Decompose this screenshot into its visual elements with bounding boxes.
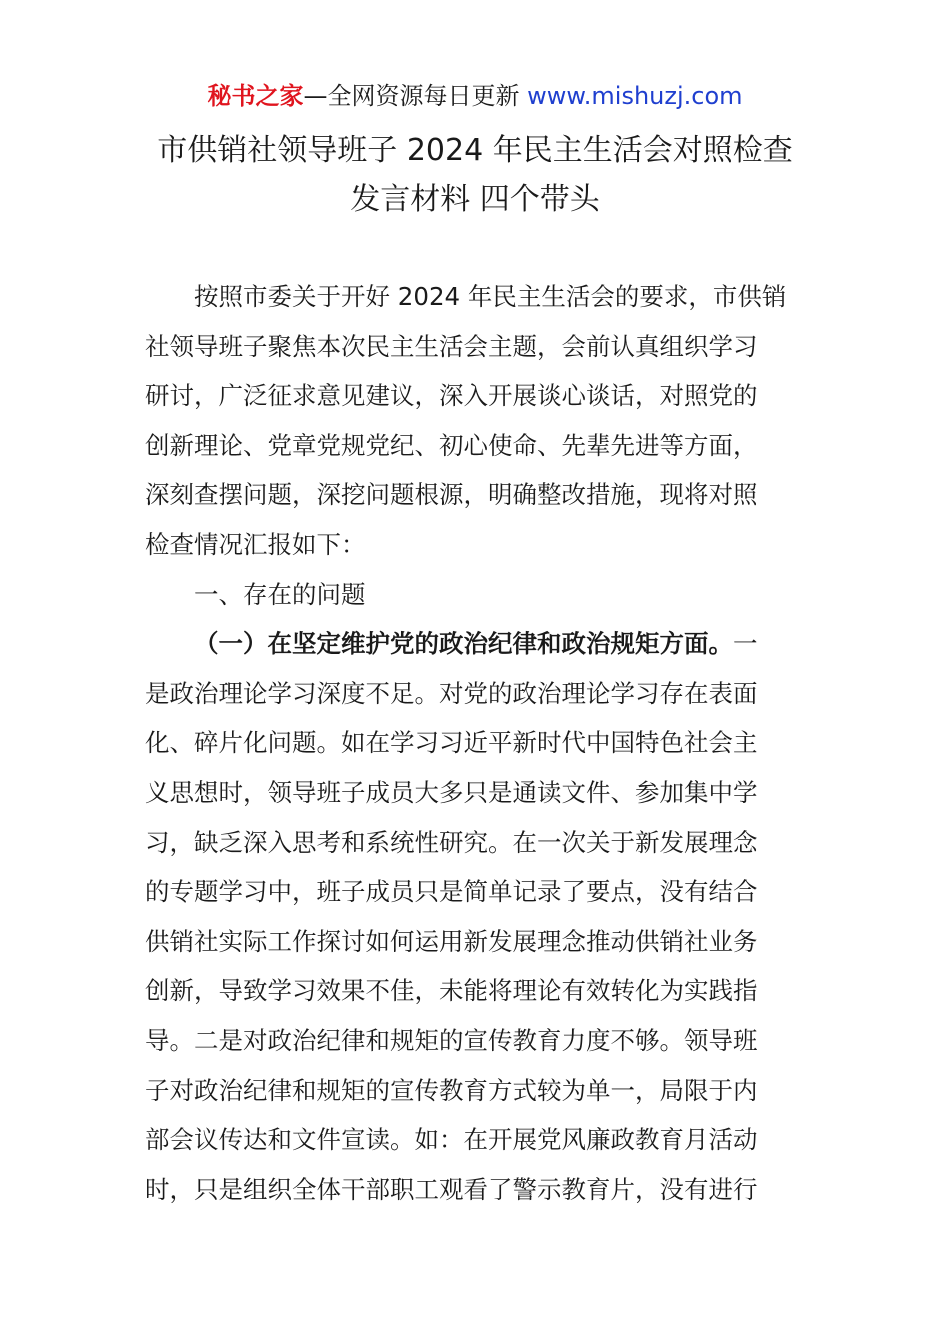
paragraph-line: 创新，导致学习效果不佳，未能将理论有效转化为实践指 bbox=[145, 976, 758, 1006]
document-title-line-1: 市供销社领导班子 2024 年民主生活会对照检查 bbox=[157, 133, 793, 168]
paragraph-line: 时，只是组织全体干部职工观看了警示教育片，没有进行 bbox=[145, 1174, 758, 1204]
paragraph-line: 义思想时，领导班子成员大多只是通读文件、参加集中学 bbox=[145, 777, 758, 807]
intro-line: 按照市委关于开好 2024 年民主生活会的要求，市供销 bbox=[194, 282, 787, 311]
site-header bbox=[0, 78, 950, 114]
intro-line: 创新理论、党章党规党纪、初心使命、先辈先进等方面， bbox=[145, 430, 758, 460]
intro-line: 深刻查摆问题，深挖问题根源，明确整改措施，现将对照 bbox=[145, 480, 758, 510]
subsection-heading-line bbox=[145, 619, 807, 669]
paragraph-line: 子对政治纪律和规矩的宣传教育方式较为单一，局限于内 bbox=[145, 1075, 758, 1105]
paragraph-line: 化、碎片化问题。如在学习习近平新时代中国特色社会主 bbox=[145, 728, 758, 758]
subsection-heading: （一）在坚定维护党的政治纪律和政治规矩方面。 bbox=[194, 629, 733, 659]
intro-line: 检查情况汇报如下： bbox=[145, 529, 366, 559]
document-title bbox=[0, 126, 950, 224]
document-body bbox=[145, 272, 807, 1214]
section-heading: 一、存在的问题 bbox=[194, 579, 366, 609]
document-title-line-2: 发言材料 四个带头 bbox=[350, 182, 600, 217]
intro-line: 社领导班子聚焦本次民主生活会主题，会前认真组织学习 bbox=[145, 331, 758, 361]
intro-line: 研讨，广泛征求意见建议，深入开展谈心谈话，对照党的 bbox=[145, 381, 758, 411]
paragraph-line: 供销社实际工作探讨如何运用新发展理念推动供销社业务 bbox=[145, 926, 758, 956]
subsection-lead: 一 bbox=[733, 629, 758, 659]
paragraph-line: 部会议传达和文件宣读。如：在开展党风廉政教育月活动 bbox=[145, 1125, 758, 1155]
brand-name: 秘书之家 bbox=[207, 82, 304, 110]
paragraph-line: 是政治理论学习深度不足。对党的政治理论学习存在表面 bbox=[145, 678, 758, 708]
site-url-link[interactable]: www.mishuzj.com bbox=[527, 82, 743, 110]
paragraph-line: 的专题学习中，班子成员只是简单记录了要点，没有结合 bbox=[145, 877, 758, 907]
paragraph-line: 习，缺乏深入思考和系统性研究。在一次关于新发展理念 bbox=[145, 827, 758, 857]
header-tagline: —全网资源每日更新 bbox=[303, 82, 528, 110]
paragraph-line: 导。二是对政治纪律和规矩的宣传教育力度不够。领导班 bbox=[145, 1025, 758, 1055]
